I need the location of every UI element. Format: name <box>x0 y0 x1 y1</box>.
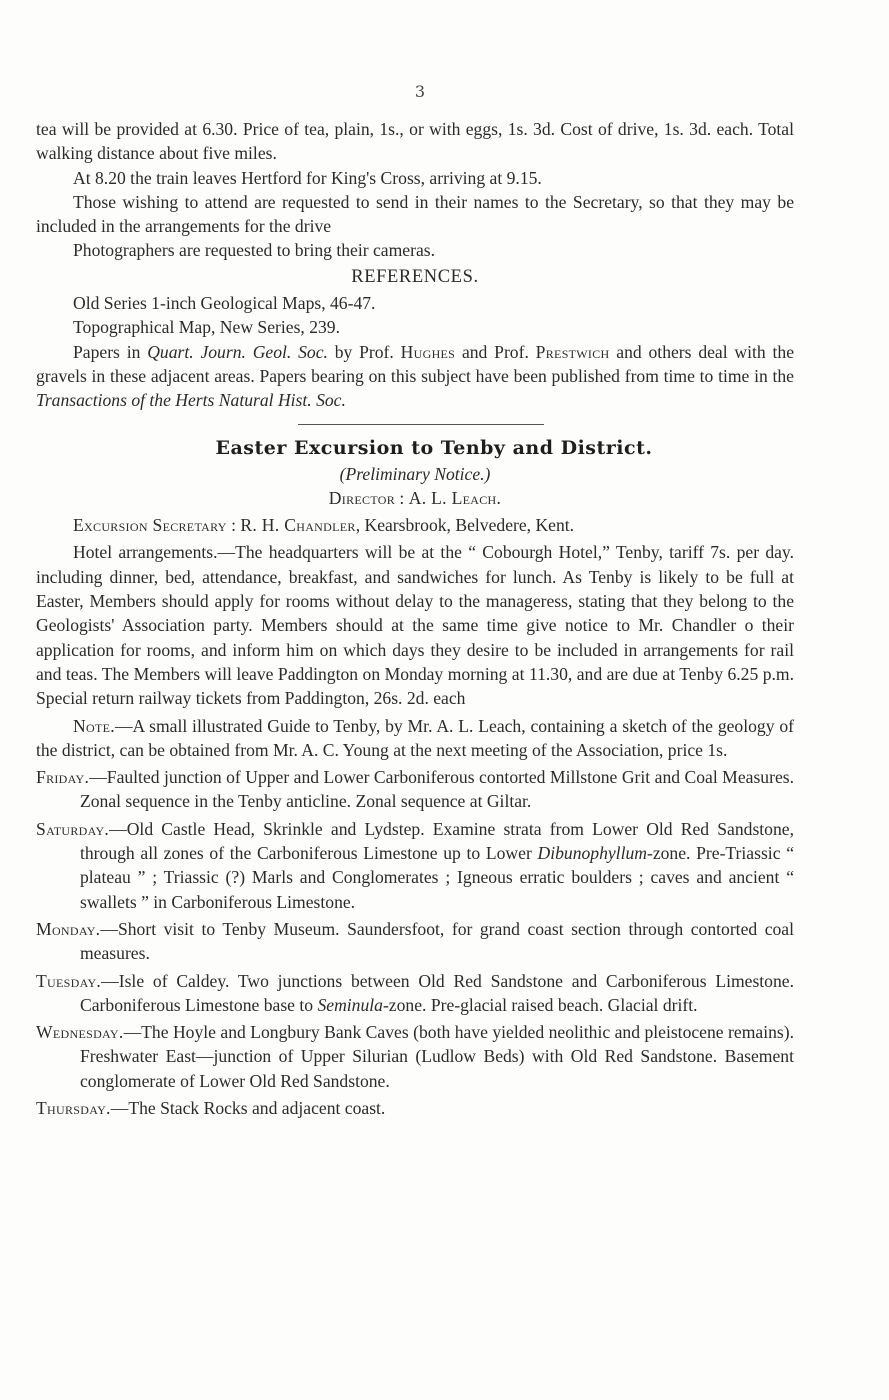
saturday-label: Saturday. <box>36 818 110 839</box>
itinerary-thursday <box>36 1096 794 1120</box>
itinerary-wednesday <box>36 1020 794 1093</box>
tuesday-label: Tuesday. <box>36 970 102 991</box>
page-body <box>36 117 794 1120</box>
preliminary-notice-text: (Preliminary Notice.) <box>339 463 491 484</box>
itinerary-tuesday <box>36 969 794 1018</box>
papers-by: by Prof. <box>327 341 401 362</box>
note-paragraph <box>36 714 794 763</box>
secretary-separator: : <box>226 515 241 536</box>
secretary-line <box>36 513 794 537</box>
itinerary-monday <box>36 917 794 966</box>
secretary-name: R. H. Chandler <box>240 515 356 536</box>
page-number: 3 <box>414 82 426 101</box>
preliminary-notice <box>36 462 794 486</box>
saturday-genus: Dibunophyllum <box>537 843 647 864</box>
itinerary-friday <box>36 765 794 814</box>
reference-topographical-map: Topographical Map, New Series, 239. <box>73 317 341 338</box>
director-separator: : <box>395 487 409 508</box>
author-prestwich: Prestwich <box>535 341 610 362</box>
note-text: —A small illustrated Guide to Tenby, by Mr. A. L. Leach, containing a sketch of the geology of the district, can be obtained from Mr. A. C. Young at the next meeting of the Association, price 1s. <box>36 715 794 760</box>
director-line <box>36 486 794 510</box>
friday-text: —Faulted junction of Upper and Lower Carboniferous contorted Millstone Grit and Coal Measures. Zonal sequence in the Tenby anticline. Zonal sequence at Giltar. <box>80 767 794 812</box>
friday-label: Friday. <box>36 767 90 788</box>
thursday-label: Thursday. <box>36 1097 111 1118</box>
section-divider <box>298 424 544 425</box>
papers-and: and Prof. <box>455 341 536 362</box>
monday-label: Monday. <box>36 918 101 939</box>
papers-journal: Quart. Journ. Geol. Soc. <box>147 341 328 362</box>
reference-papers <box>36 340 794 413</box>
director-name: A. L. Leach. <box>408 487 502 508</box>
papers-prefix: Papers in <box>73 341 148 362</box>
tuesday-text-1: —Isle of Caldey. Two junctions between Old Red Sandstone and Carboniferous Limestone. Carboniferous Limestone base to <box>80 970 794 1015</box>
note-label: Note. <box>73 715 115 736</box>
author-hughes: Hughes <box>400 341 456 362</box>
director-label: Director <box>328 487 396 508</box>
references-heading: REFERENCES. <box>351 266 479 287</box>
secretary-address: , Kearsbrook, Belvedere, Kent. <box>355 515 575 536</box>
excursion-title: Easter Excursion to Tenby and District. <box>215 436 653 459</box>
secretary-label: Excursion Secretary <box>73 515 227 536</box>
saturday-text-1: —Old Castle Head, Skrinkle and Lydstep. Examine strata from Lower Old Red Sandstone, through all zones of the Carboniferous Limestone up to Lower <box>80 818 794 864</box>
intro-paragraph-tea: tea will be provided at 6.30. Price of tea, plain, 1s., or with eggs, 1s. 3d. Cost of drive, 1s. 3d. each. Total walking distance about five miles. <box>36 119 794 164</box>
tuesday-text-2: -zone. Pre-glacial raised beach. Glacial drift. <box>382 994 698 1015</box>
thursday-text: —The Stack Rocks and adjacent coast. <box>110 1097 386 1118</box>
reference-geological-maps: Old Series 1-inch Geological Maps, 46-47. <box>73 293 376 314</box>
papers-middle: and others deal with the gravels in these adjacent areas. Papers bearing on this subject have been published from time to time in the <box>36 341 795 386</box>
hotel-arrangements-paragraph: Hotel arrangements.—The headquarters will be at the “ Cobourgh Hotel,” Tenby, tariff 7s. per day. including dinner, bed, attendance, breakfast, and sandwiches for lunch. As Tenby is likely to be full at Easter, Members should apply for rooms without delay to the manageress, stating that they belong to the Geologists' Association party. Members should at the same time give notice to Mr. Chandler o their application for rooms, and inform him on which days they desire to be included in arrangements for rail and teas. The Members will leave Paddington on Monday morning at 11.30, and are due at Tenby 6.25 p.m. Special return railway tickets from Paddington, 26s. 2d. each <box>36 542 794 709</box>
wednesday-label: Wednesday. <box>36 1022 124 1043</box>
itinerary-saturday <box>36 817 794 914</box>
intro-paragraph-photographers: Photographers are requested to bring their cameras. <box>73 240 436 261</box>
monday-text: —Short visit to Tenby Museum. Saundersfoot, for grand coast section through contorted coal measures. <box>80 918 794 964</box>
saturday-text-2: -zone. Pre-Triassic “ plateau ” ; Triassic (?) Marls and Conglomerates ; Igneous erratic boulders ; caves and ancient “ swallets ” in Carboniferous Limestone. <box>80 843 795 912</box>
wednesday-text: —The Hoyle and Longbury Bank Caves (both have yielded neolithic and pleistocene remains). Freshwater East—junction of Upper Silurian (Ludlow Beds) with Old Red Sandstone. Basement conglomerate of Lower Old Red Sandstone. <box>80 1022 794 1091</box>
tuesday-genus: Seminula <box>317 994 383 1015</box>
papers-transactions: Transactions of the Herts Natural Hist. Soc. <box>36 390 346 411</box>
intro-paragraph-names: Those wishing to attend are requested to send in their names to the Secretary, so that they may be included in the arrangements for the drive <box>36 191 794 237</box>
intro-paragraph-train: At 8.20 the train leaves Hertford for King's Cross, arriving at 9.15. <box>73 167 542 188</box>
